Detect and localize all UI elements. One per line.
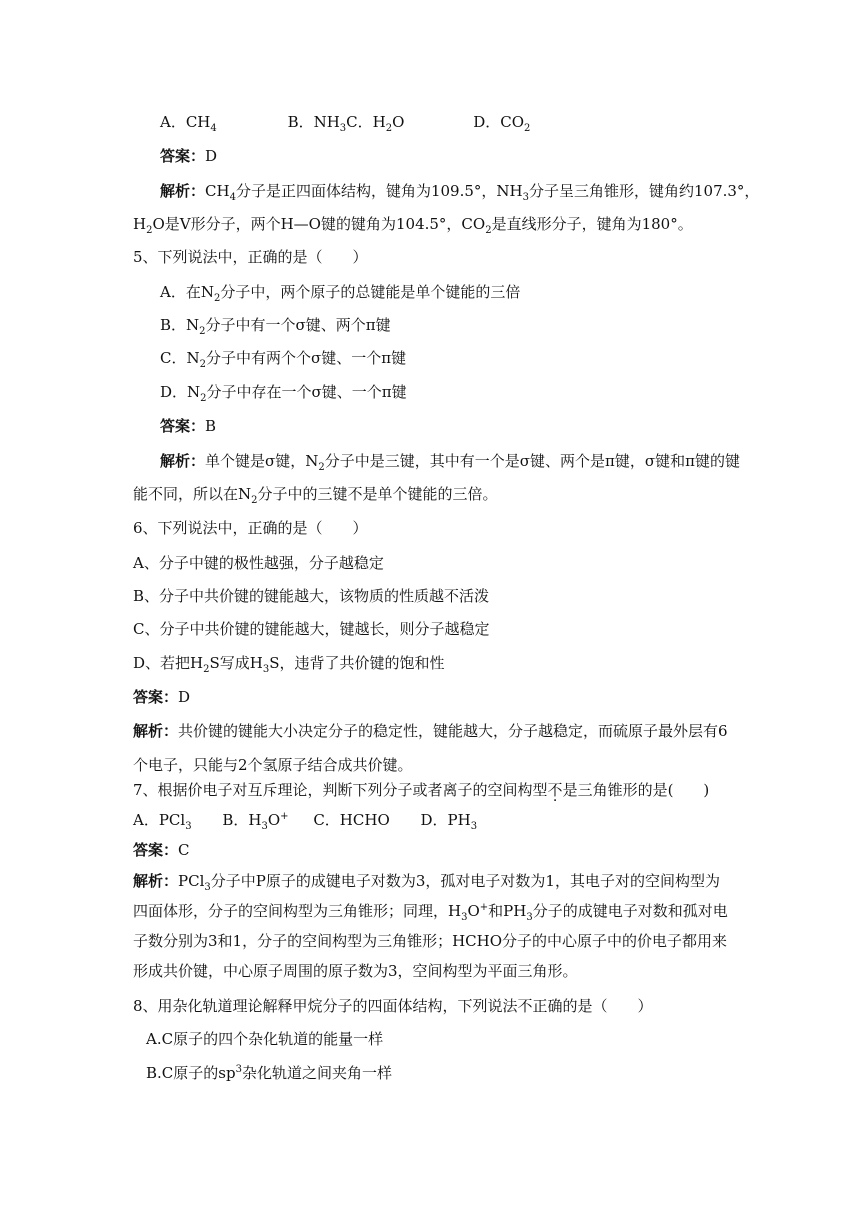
q7-analysis-line-1: 解析：PCl$_3$分子中P原子的成键电子对数为3，孤对电子对数为1，其电子对的空间构型为 (133, 872, 720, 893)
q7-analysis-line-4: 形成共价键，中心原子周围的原子数为3，空间构型为平面三角形。 (133, 962, 578, 980)
q6-option-c: C、分子中共价键的键能越大，键越长，则分子越稳定 (133, 620, 490, 638)
q5-option-c: C．$N_2$分子中有两个个σ键、一个π键 (160, 349, 407, 370)
q5-option-d: D．$N_2$分子中存在一个σ键、一个π键 (160, 383, 407, 404)
q4-option-a: A．$CH_4$ (160, 113, 217, 134)
q7-option-c: C．HCHO (313, 811, 390, 829)
q8-option-b: B.C原子的$sp^3$杂化轨道之间夹角一样 (146, 1064, 392, 1082)
q7-option-b: B．$H_3O^+$ (222, 811, 289, 832)
q4-answer: 答案：D (160, 147, 218, 165)
q6-stem: 6、下列说法中，正确的是（ ） (133, 519, 368, 537)
q6-option-d: D、若把$H_2S$写成$H_3S$，违背了共价键的饱和性 (133, 654, 445, 675)
q5-answer: 答案：B (160, 417, 217, 435)
q6-analysis-line-1: 解析：共价键的键能大小决定分子的稳定性，键能越大，分子越稳定，而硫原子最外层有6 (133, 722, 728, 740)
q6-answer: 答案：D (133, 688, 191, 706)
q4-option-d: D．$CO_2$ (473, 113, 531, 134)
q6-option-b: B、分子中共价键的键能越大，该物质的性质越不活泼 (133, 587, 490, 605)
q5-analysis-line-1: 解析：单个键是σ键，$N_2$分子中是三键，其中有一个是σ键、两个是π键，σ键和π键的键 (160, 452, 740, 473)
q8-option-a: A.C原子的四个杂化轨道的能量一样 (146, 1030, 384, 1048)
q5-analysis-line-2: 能不同，所以在$N_2$分子中的三键不是单个键能的三倍。 (133, 485, 498, 506)
q7-answer: 答案：C (133, 841, 190, 859)
q5-stem: 5、下列说法中，正确的是（ ） (133, 248, 368, 266)
q5-option-a: A．在$N_2$分子中，两个原子的总键能是单个键能的三倍 (160, 283, 521, 304)
q7-analysis-line-3: 子数分别为3和1，分子的空间构型为三角锥形；HCHO分子的中心原子中的价电子都用来 (133, 932, 728, 950)
emphasis-dot-char: 不 (547, 781, 563, 799)
q7-analysis-line-2: 四面体形，分子的空间构型为三角锥形；同理，$H_3O^+$和$PH_3$分子的成键电子对数和孤对电 (133, 902, 728, 923)
q7-options (133, 810, 477, 830)
q5-option-b: B．$N_2$分子中有一个σ键、两个π键 (160, 316, 391, 337)
q7-stem: 7、根据价电子对互斥理论，判断下列分子或者离子的空间构型不是三角锥形的是( ) (133, 781, 710, 799)
q4-option-c: C．$H_2O$ (346, 113, 405, 134)
q7-option-d: D．$PH_3$ (420, 811, 478, 832)
q6-analysis-line-2: 个电子，只能与2个氢原子结合成共价键。 (133, 756, 413, 774)
q6-option-a: A、分子中键的极性越强，分子越稳定 (133, 554, 384, 572)
q4-options (160, 112, 530, 132)
q7-option-a: A．PCl$_3$ (133, 811, 192, 832)
q4-analysis-line-1: 解析：$CH_4$分子是正四面体结构，键角为109.5°，$NH_3$分子呈三角锥形，键角约107.3°， (160, 182, 760, 203)
q4-option-b: B．$NH_3$ (287, 113, 347, 134)
q4-analysis-line-2: $H_2O$是V形分子，两个H—O键的键角为104.5°，$CO_2$是直线形分子，键角为180°。 (133, 215, 693, 236)
q8-stem: 8、用杂化轨道理论解释甲烷分子的四面体结构，下列说法不正确的是（ ） (133, 997, 653, 1015)
